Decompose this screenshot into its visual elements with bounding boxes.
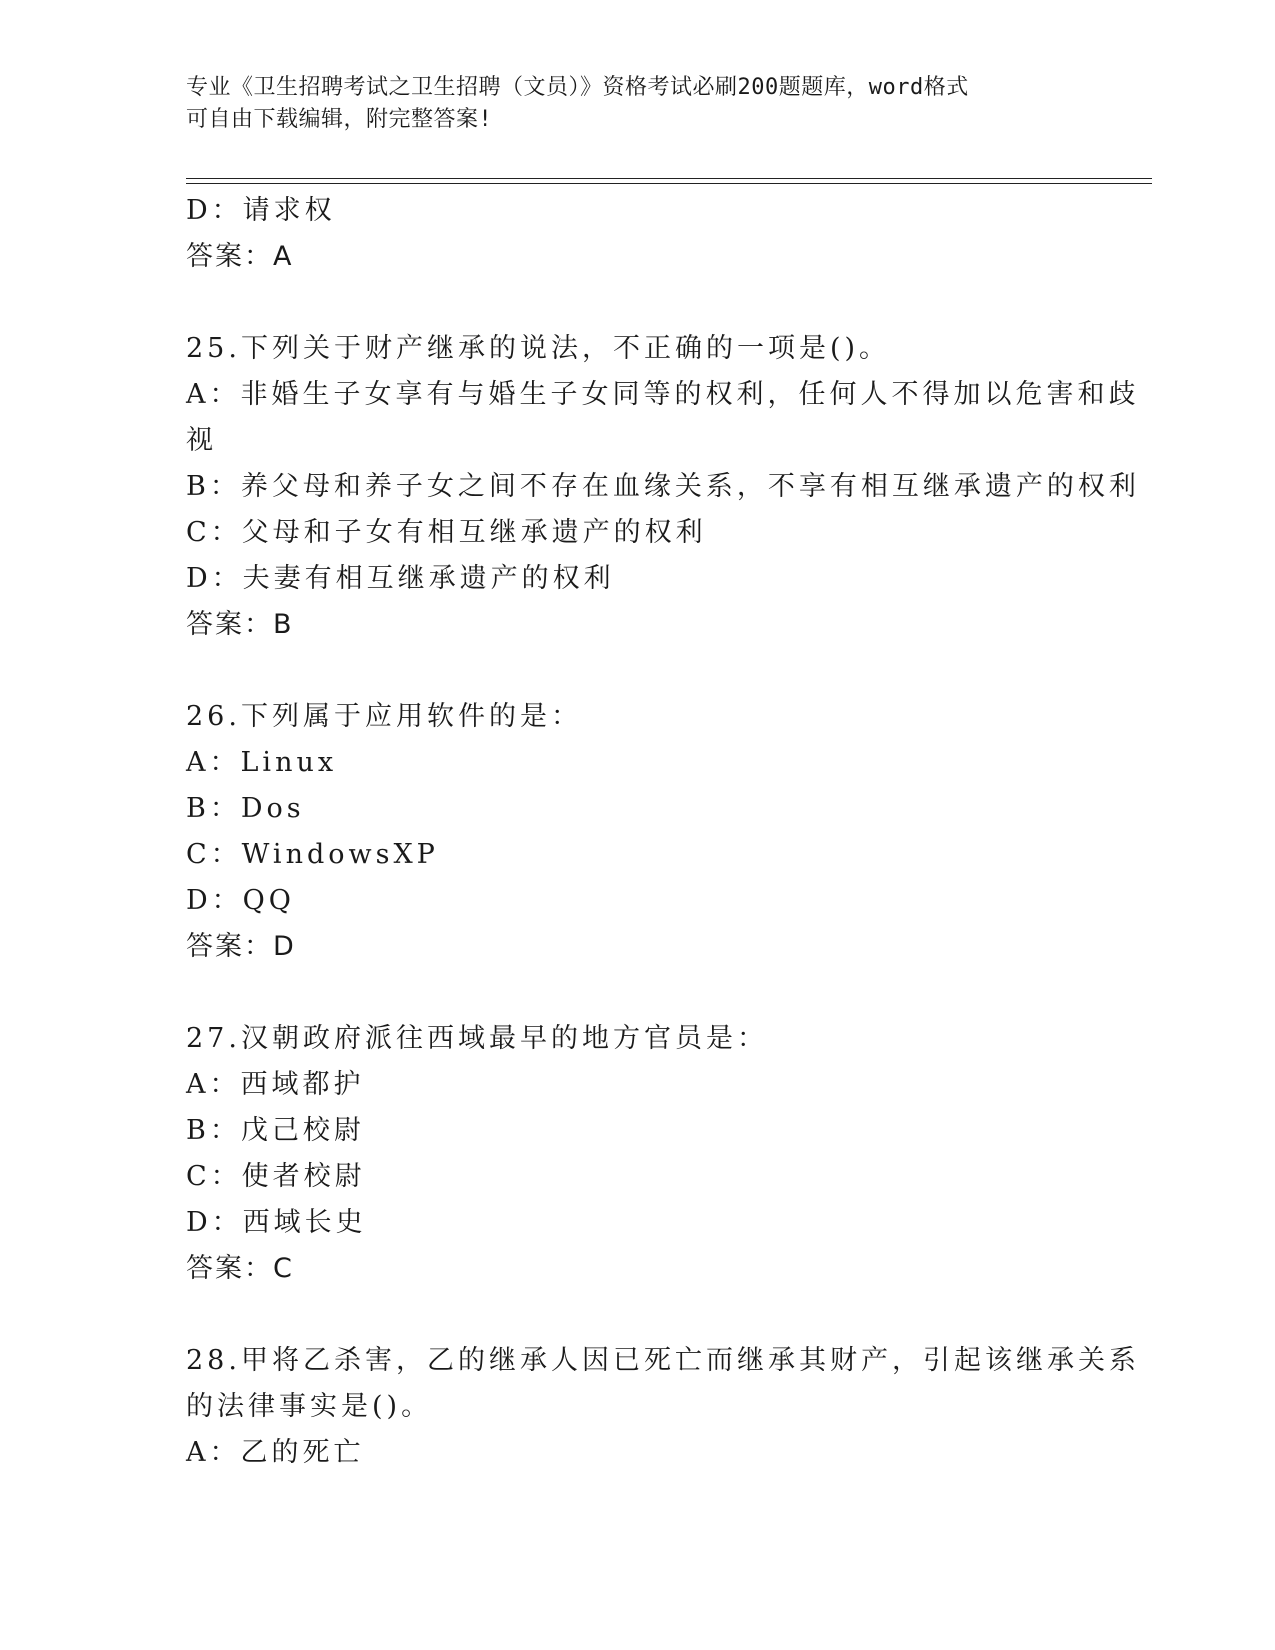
page-header xyxy=(186,72,1066,136)
option-b: B：养父母和养子女之间不存在血缘关系，不享有相互继承遗产的权利 xyxy=(186,471,1140,502)
option-c: C：父母和子女有相互继承遗产的权利 xyxy=(186,517,707,548)
option-a: A：Linux xyxy=(186,747,338,778)
option-b: B：Dos xyxy=(186,793,305,824)
header-title-line-1: 专业《卫生招聘考试之卫生招聘（文员）》资格考试必刷200题题库，word格式 xyxy=(186,75,969,100)
option-d: D：QQ xyxy=(186,885,295,916)
option-c: C：WindowsXP xyxy=(186,839,439,870)
answer-line: 答案：C xyxy=(186,1253,294,1284)
option-d: D：请求权 xyxy=(186,195,336,226)
question-stem: 27.汉朝政府派往西域最早的地方官员是： xyxy=(186,1023,768,1054)
option-d: D：西域长史 xyxy=(186,1207,367,1238)
question-stem-continued: 的法律事实是()。 xyxy=(186,1391,433,1422)
option-b: B：戊己校尉 xyxy=(186,1115,365,1146)
question-stem: 28.甲将乙杀害，乙的继承人因已死亡而继承其财产，引起该继承关系 xyxy=(186,1345,1140,1376)
answer-line: 答案：A xyxy=(186,241,294,272)
question-27 xyxy=(186,1016,1086,1292)
option-a: A：乙的死亡 xyxy=(186,1437,365,1468)
option-a: A：非婚生子女享有与婚生子女同等的权利，任何人不得加以危害和歧 xyxy=(186,379,1140,410)
question-25 xyxy=(186,326,1140,648)
question-28 xyxy=(186,1338,1140,1476)
spacer xyxy=(186,1292,1086,1338)
question-26 xyxy=(186,694,1086,970)
spacer xyxy=(186,648,1086,694)
spacer xyxy=(186,970,1086,1016)
question-stem: 26.下列属于应用软件的是： xyxy=(186,701,582,732)
answer-line: 答案：D xyxy=(186,931,296,962)
option-a-continued: 视 xyxy=(186,425,217,456)
option-d: D：夫妻有相互继承遗产的权利 xyxy=(186,563,615,594)
option-c: C：使者校尉 xyxy=(186,1161,366,1192)
header-divider-bottom xyxy=(186,183,1152,184)
question-stem: 25.下列关于财产继承的说法，不正确的一项是()。 xyxy=(186,333,891,364)
header-divider-top xyxy=(186,178,1152,179)
spacer xyxy=(186,280,1086,326)
previous-question-tail xyxy=(186,188,1086,280)
answer-line: 答案：B xyxy=(186,609,294,640)
question-content xyxy=(186,188,1140,1476)
option-a: A：西域都护 xyxy=(186,1069,365,1100)
header-title-line-2: 可自由下载编辑，附完整答案! xyxy=(186,107,493,132)
